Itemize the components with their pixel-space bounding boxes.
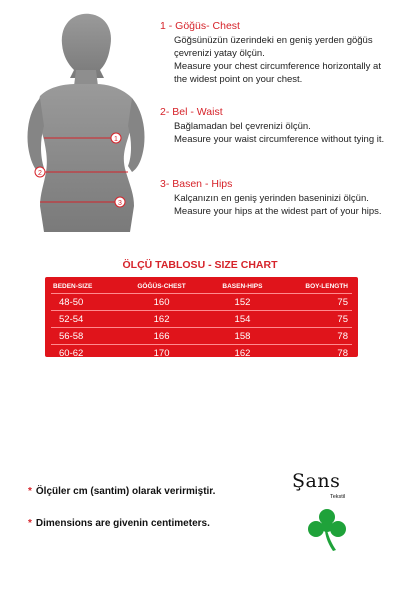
waist-title: 2- Bel - Waist xyxy=(160,106,223,118)
cell-hips: 152 xyxy=(234,296,251,308)
chest-instruction xyxy=(160,20,396,86)
hips-marker xyxy=(115,197,125,207)
cell-chest: 162 xyxy=(153,313,170,325)
cell-size: 48-50 xyxy=(59,296,84,308)
cell-length: 78 xyxy=(337,347,348,359)
cell-hips: 154 xyxy=(234,313,251,325)
svg-text:2: 2 xyxy=(38,170,42,177)
note-units-en xyxy=(28,518,210,529)
chest-marker xyxy=(111,133,121,143)
cell-hips: 162 xyxy=(234,347,251,359)
cell-chest: 170 xyxy=(153,347,170,359)
brand-logo xyxy=(290,470,370,560)
hips-instruction xyxy=(160,178,396,218)
hips-title: 3- Basen - Hips xyxy=(160,178,233,190)
header-length: BOY-LENGTH xyxy=(305,282,348,290)
hips-text-tr: Kalçanızın en geniş yerinden baseninizi ölçün. xyxy=(174,193,369,204)
table-row xyxy=(51,310,352,327)
asterisk-marker: * xyxy=(28,486,32,497)
cell-length: 78 xyxy=(337,330,348,342)
waist-text-tr: Bağlamadan bel çevrenizi ölçün. xyxy=(174,121,311,132)
waist-marker xyxy=(35,167,45,177)
header-size: BEDEN-SIZE xyxy=(53,282,93,290)
table-row xyxy=(51,344,352,361)
hips-text-en: Measure your hips at the widest part of your hips. xyxy=(174,206,382,217)
note-units-tr xyxy=(28,486,215,497)
table-row xyxy=(51,293,352,310)
waist-text-en: Measure your waist circumference without tying it. xyxy=(174,134,385,145)
body-silhouette-figure xyxy=(0,0,160,250)
brand-name: Şans xyxy=(292,470,341,492)
header-hips: BASEN-HIPS xyxy=(222,282,263,290)
clover-icon xyxy=(302,504,352,554)
size-chart-table xyxy=(45,277,358,357)
note-text: Ölçüler cm (santim) olarak verirmiştir. xyxy=(35,486,216,497)
header-chest: GÖĞÜS-CHEST xyxy=(137,282,186,290)
cell-chest: 166 xyxy=(153,330,170,342)
table-header-row xyxy=(51,279,352,293)
chest-text-tr: Göğsünüzün üzerindeki en geniş yerden göğüs çevrenizi yatay ölçün. xyxy=(174,35,373,59)
cell-hips: 158 xyxy=(234,330,251,342)
cell-chest: 160 xyxy=(153,296,170,308)
table-row xyxy=(51,327,352,344)
cell-length: 75 xyxy=(337,296,348,308)
size-chart-title: ÖLÇÜ TABLOSU - SIZE CHART xyxy=(122,259,278,271)
cell-size: 56-58 xyxy=(59,330,84,342)
cell-length: 75 xyxy=(337,313,348,325)
note-text: Dimensions are givenin centimeters. xyxy=(35,518,210,529)
waist-instruction xyxy=(160,106,396,146)
svg-text:1: 1 xyxy=(114,136,118,143)
brand-subtitle: Tekstil xyxy=(330,494,346,500)
chest-text-en: Measure your chest circumference horizontally at the widest point on your chest. xyxy=(174,61,381,85)
chest-title: 1 - Göğüs- Chest xyxy=(160,20,240,32)
svg-text:3: 3 xyxy=(118,200,122,207)
cell-size: 60-62 xyxy=(59,347,84,359)
asterisk-marker: * xyxy=(28,518,32,529)
cell-size: 52-54 xyxy=(59,313,84,325)
